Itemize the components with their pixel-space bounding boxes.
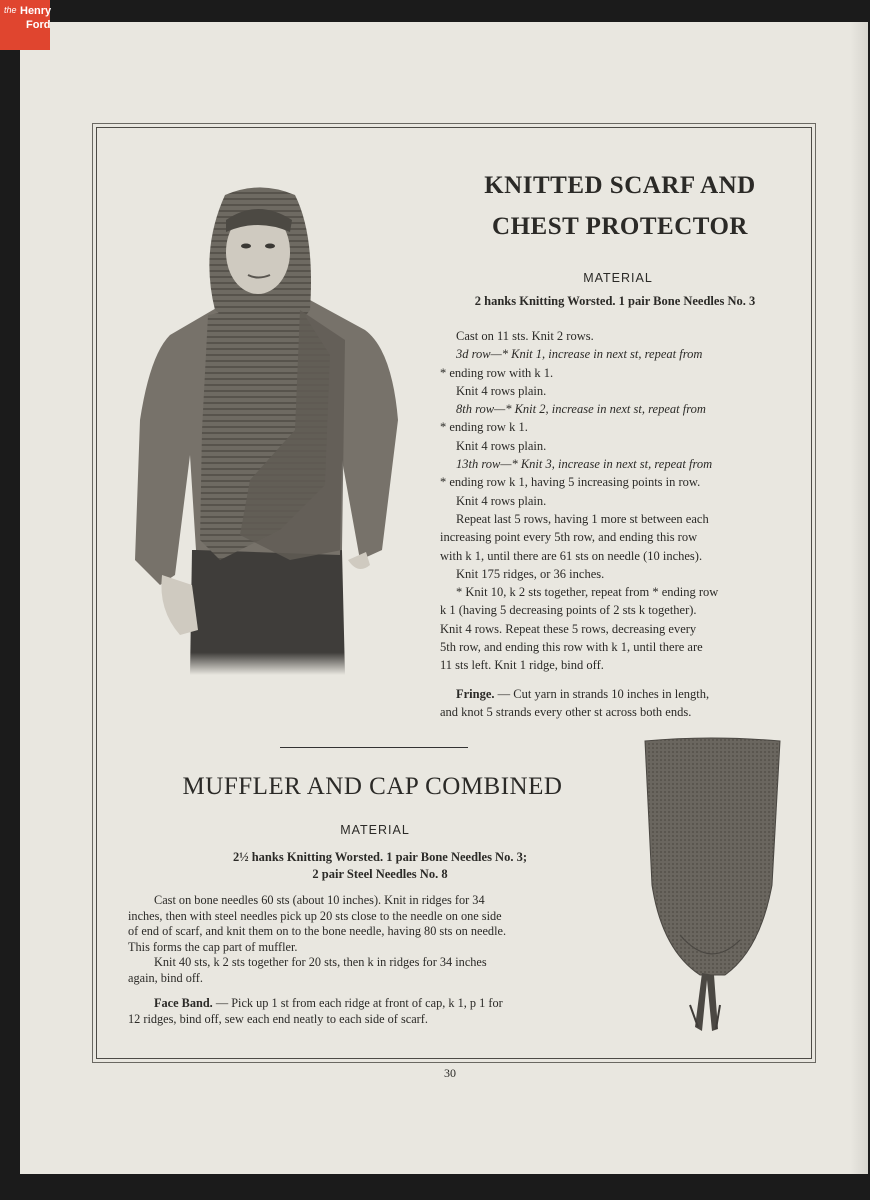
scarf-material-heading: MATERIAL xyxy=(583,271,653,285)
muffler-requirements-line1: 2½ hanks Knitting Worsted. 1 pair Bone Needles No. 3; xyxy=(232,850,527,864)
instruction-line: Cast on 11 sts. Knit 2 rows. xyxy=(456,329,594,343)
muffler-requirements-line2: 2 pair Steel Needles No. 8 xyxy=(312,867,448,881)
fringe-line-2: and knot 5 strands every other st across both ends. xyxy=(440,704,692,719)
page-shadow xyxy=(850,22,868,1174)
muffler-title: MUFFLER AND CAP COMBINED xyxy=(182,773,563,800)
henry-ford-logo: the Henry Ford xyxy=(0,0,50,50)
scarf-title-line1: KNITTED SCARF AND xyxy=(484,172,756,199)
instruction-line: Repeat last 5 rows, having 1 more st between each xyxy=(456,511,709,526)
instruction-line: 3d row—* Knit 1, increase in next st, repeat from xyxy=(456,347,703,362)
faceband-label: Face Band. xyxy=(154,996,213,1010)
instruction-line: * ending row with k 1. xyxy=(440,365,554,380)
fringe-line xyxy=(440,685,790,703)
instruction-line: 5th row, and ending this row with k 1, until there are xyxy=(440,640,703,655)
muffler-instructions xyxy=(128,893,623,1027)
instruction-line: increasing point every 5th row, and ending this row xyxy=(440,530,698,545)
faceband-line-2: 12 ridges, bind off, sew each end neatly to each side of scarf. xyxy=(128,1011,428,1026)
fringe-label: Fringe. xyxy=(456,686,495,701)
instruction-line: This forms the cap part of muffler. xyxy=(128,939,298,954)
instruction-line: Knit 40 sts, k 2 sts together for 20 sts, then k in ridges for 34 inches xyxy=(154,955,487,969)
instruction-line: * ending row k 1, having 5 increasing points in row. xyxy=(440,475,701,490)
instruction-line: Cast on bone needles 60 sts (about 10 inches). Knit in ridges for 34 xyxy=(154,893,485,907)
instruction-line: again, bind off. xyxy=(128,970,203,985)
fringe-text: — Cut yarn in strands 10 inches in length, xyxy=(494,686,710,701)
instruction-line: inches, then with steel needles pick up 20 sts close to the needle on one side xyxy=(128,908,502,923)
instruction-line: k 1 (having 5 decreasing points of 2 sts k together). xyxy=(440,603,697,618)
instruction-line: with k 1, until there are 61 sts on needle (10 inches). xyxy=(440,548,703,563)
faceband-text: — Pick up 1 st from each ridge at front of cap, k 1, p 1 for xyxy=(212,996,503,1010)
instruction-line: * ending row k 1. xyxy=(440,420,528,435)
scarf-material-requirements: 2 hanks Knitting Worsted. 1 pair Bone Needles No. 3 xyxy=(474,294,756,308)
scarf-title-line2: CHEST PROTECTOR xyxy=(492,213,748,240)
instruction-line: Knit 4 rows plain. xyxy=(456,438,547,453)
page-number: 30 xyxy=(444,1066,456,1080)
illustration-muffler-cap xyxy=(640,735,785,1035)
instruction-line: Knit 4 rows plain. xyxy=(456,383,547,398)
instruction-line: 8th row—* Knit 2, increase in next st, repeat from xyxy=(456,402,706,417)
scarf-instructions xyxy=(440,327,790,721)
section-divider xyxy=(280,747,468,748)
instruction-line: Knit 4 rows. Repeat these 5 rows, decreasing every xyxy=(440,621,697,636)
instruction-line: 13th row—* Knit 3, increase in next st, repeat from xyxy=(456,457,713,472)
instruction-line: 11 sts left. Knit 1 ridge, bind off. xyxy=(440,658,604,673)
instruction-line: of end of scarf, and knit them on to the bone needle, having 80 sts on needle. xyxy=(128,924,507,938)
instruction-line: * Knit 10, k 2 sts together, repeat from * ending row xyxy=(456,585,719,600)
muffler-material-heading: MATERIAL xyxy=(340,823,410,837)
faceband-line xyxy=(128,996,623,1012)
photo-boy-in-knitted-scarf xyxy=(130,180,405,680)
instruction-line: Knit 175 ridges, or 36 inches. xyxy=(456,566,605,581)
instruction-line: Knit 4 rows plain. xyxy=(456,493,547,508)
